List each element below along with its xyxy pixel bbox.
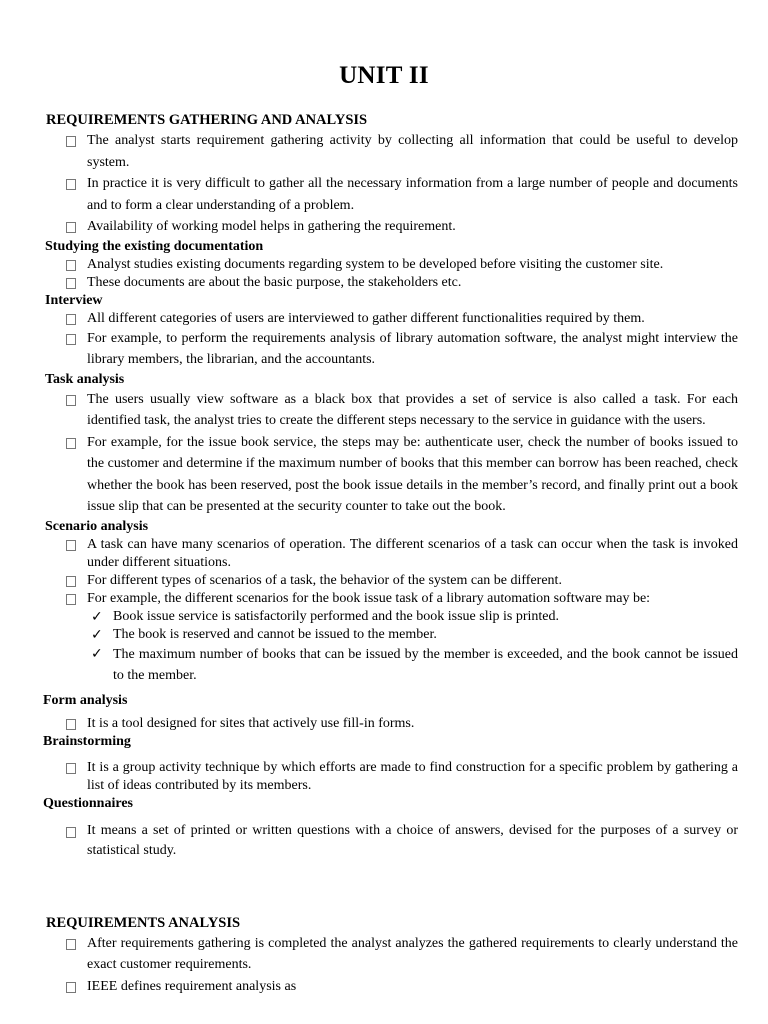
bullet-item: IEEE defines requirement analysis as: [0, 976, 768, 998]
section-heading-brainstorming: Brainstorming: [43, 733, 131, 749]
check-item: ✓ The maximum number of books that can be issued by the member is exceeded, and the book cannot be issued to the member.: [91, 645, 738, 683]
checkbox-bullet-icon: [66, 763, 76, 774]
section-heading-interview: Interview: [45, 292, 103, 308]
section-heading-scenario-analysis: Scenario analysis: [45, 518, 149, 534]
bullet-item: After requirements gathering is completed the analyst analyzes the gathered requirements to clearly understand the exact customer requirements.: [0, 933, 768, 976]
checkbox-bullet-icon: [66, 719, 76, 730]
checkbox-bullet-icon: [66, 260, 76, 271]
section-heading-form-analysis: Form analysis: [43, 692, 128, 708]
bullet-item: For example, for the issue book service, the steps may be: authenticate user, check the number of books issued to the customer and determine if the maximum number of books that this member can borrow has been reached, check whether the book has been reserved, post the book issue details in the member’s record, and finally print out a book issue slip that can be presented at the security counter to take out the book.: [0, 432, 768, 518]
bullet-item: A task can have many scenarios of operation. The different scenarios of a task can occur when the task is invoked under different situations.: [0, 536, 768, 572]
checkbox-bullet-icon: [66, 395, 76, 406]
checkbox-bullet-icon: [66, 334, 76, 345]
checkbox-bullet-icon: [66, 136, 76, 147]
bullet-item: For different types of scenarios of a task, the behavior of the system can be different.: [0, 572, 768, 590]
checkbox-bullet-icon: [66, 179, 76, 190]
checkbox-bullet-icon: [66, 827, 76, 838]
checkbox-bullet-icon: [66, 594, 76, 605]
bullet-item: In practice it is very difficult to gather all the necessary information from a large number of people and documents and to form a clear understanding of a problem.: [0, 173, 768, 216]
bullet-item: Availability of working model helps in gathering the requirement.: [0, 216, 768, 238]
check-mark-icon: ✓: [91, 626, 103, 643]
check-item: ✓ Book issue service is satisfactorily performed and the book issue slip is printed.: [91, 608, 559, 625]
checkbox-bullet-icon: [66, 278, 76, 289]
checkbox-bullet-icon: [66, 222, 76, 233]
bullet-item: All different categories of users are interviewed to gather different functionalities required by them.: [0, 310, 768, 328]
checkbox-bullet-icon: [66, 540, 76, 551]
checkbox-bullet-icon: [66, 438, 76, 449]
page-title: UNIT II: [339, 62, 429, 89]
bullet-item: The analyst starts requirement gathering activity by collecting all information that could be useful to develop system.: [0, 130, 768, 173]
check-mark-icon: ✓: [91, 608, 103, 625]
bullet-item: These documents are about the basic purpose, the stakeholders etc.: [0, 274, 768, 292]
section-heading-requirements-analysis: REQUIREMENTS ANALYSIS: [46, 914, 241, 931]
section-heading-task-analysis: Task analysis: [45, 371, 125, 387]
checkbox-bullet-icon: [66, 576, 76, 587]
bullet-item: It is a tool designed for sites that actively use fill-in forms.: [0, 715, 768, 733]
bullet-item: The users usually view software as a black box that provides a set of service is also called a task. For each identified task, the analyst tries to create the different steps necessary to the service in guidance with the users.: [0, 389, 768, 432]
section-heading-questionnaires: Questionnaires: [43, 795, 133, 811]
check-item: ✓ The book is reserved and cannot be issued to the member.: [91, 626, 437, 643]
check-mark-icon: ✓: [91, 645, 103, 662]
bullet-item: Analyst studies existing documents regarding system to be developed before visiting the customer site.: [0, 256, 768, 274]
document-body: [0, 108, 768, 997]
checkbox-bullet-icon: [66, 939, 76, 950]
bullet-item: It is a group activity technique by which efforts are made to find construction for a specific problem by gathering a list of ideas contributed by its members.: [0, 759, 768, 795]
section-heading-existing-documentation: Studying the existing documentation: [45, 238, 264, 254]
checkbox-bullet-icon: [66, 982, 76, 993]
section-heading-requirements-gathering: REQUIREMENTS GATHERING AND ANALYSIS: [46, 112, 368, 128]
bullet-item: For example, the different scenarios for the book issue task of a library automation software may be:: [0, 590, 768, 608]
checkbox-bullet-icon: [66, 314, 76, 325]
bullet-item: For example, to perform the requirements analysis of library automation software, the analyst might interview the library members, the librarian, and the accountants.: [0, 328, 768, 371]
bullet-item: It means a set of printed or written questions with a choice of answers, devised for the purposes of a survey or statistical study.: [0, 821, 768, 861]
